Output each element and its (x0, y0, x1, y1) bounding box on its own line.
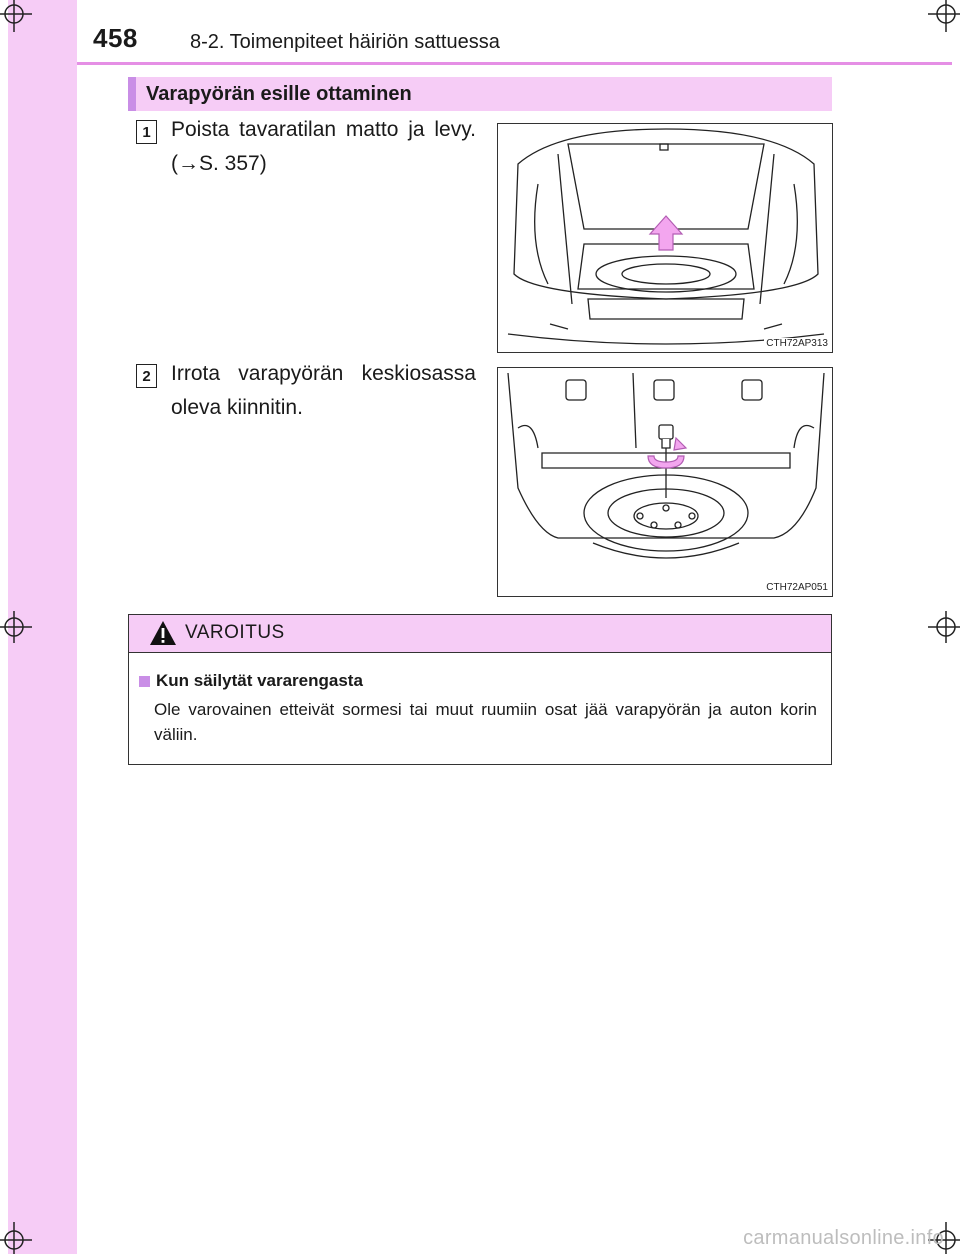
lift-arrow (650, 216, 682, 250)
step-number-2: 2 (136, 364, 157, 388)
warning-header (129, 615, 831, 653)
trunk-illustration (498, 124, 833, 353)
registration-mark-icon (920, 607, 960, 647)
figure-code-1: CTH72AP313 (766, 338, 828, 349)
banner-accent-bar (128, 77, 136, 111)
step-number-1: 1 (136, 120, 157, 144)
watermark: carmanualsonline.info (743, 1227, 944, 1249)
registration-mark-icon (0, 0, 40, 40)
warning-title: VAROITUS (185, 622, 285, 643)
step-text-1: Poista tavaratilan matto ja levy. (→S. 357) (171, 118, 476, 175)
warning-subtitle-row (139, 671, 363, 691)
warning-box (128, 614, 832, 765)
registration-mark-icon (0, 1214, 40, 1254)
spare-wheel-illustration (498, 368, 833, 597)
figure-trunk-open (497, 123, 833, 353)
warning-subtitle: Kun säilytät vararengasta (156, 671, 363, 690)
figure-code-2: CTH72AP051 (766, 582, 828, 593)
registration-mark-icon (0, 607, 40, 647)
section-title: 8-2. Toimenpiteet häiriön sattuessa (190, 31, 500, 53)
section-banner (128, 77, 832, 111)
figure-spare-wheel (497, 367, 833, 597)
bullet-square-icon (139, 676, 150, 687)
warning-body: Ole varovainen etteivät sormesi tai muut ruumiin osat jää varapyörän ja auton korin väliin. (154, 700, 817, 744)
wheel-fastener (659, 425, 673, 448)
banner-title: Varapyörän esille ottaminen (146, 83, 412, 105)
page-number: 458 (93, 23, 138, 53)
registration-mark-icon (920, 0, 960, 40)
step-text-2: Irrota varapyörän keskiosassa oleva kiinnitin. (171, 362, 476, 419)
header-rule (77, 62, 952, 65)
warning-triangle-icon (149, 620, 177, 646)
